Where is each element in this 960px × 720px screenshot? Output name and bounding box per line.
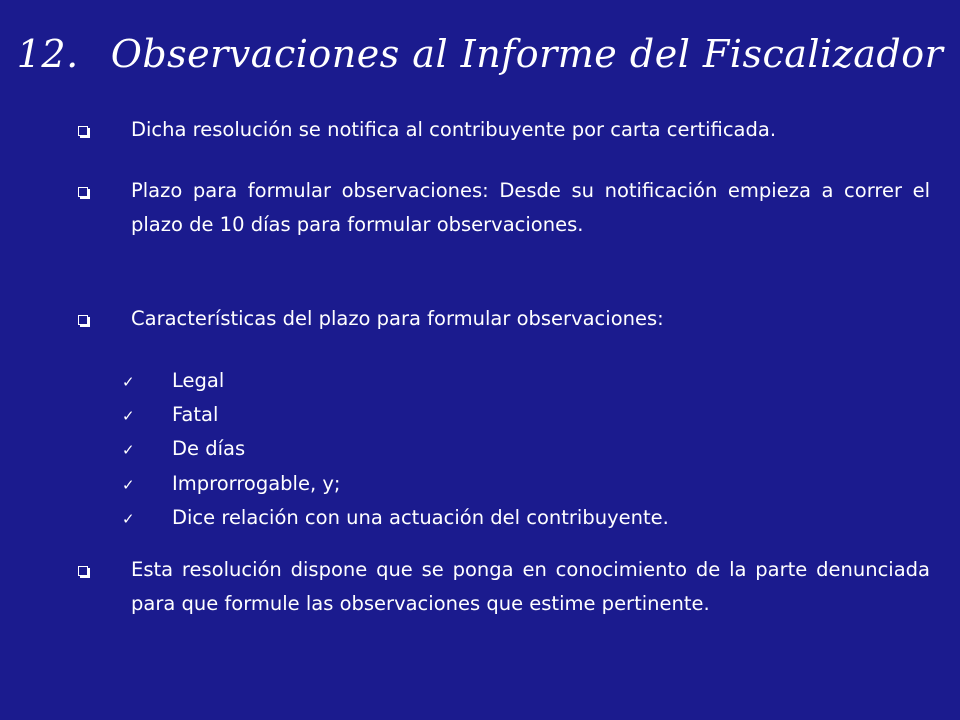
check-item-label: Legal [172, 369, 225, 392]
bullet-item-characteristics [131, 302, 930, 336]
check-item-label: Fatal [172, 403, 219, 426]
square-bullet-icon [78, 126, 88, 136]
bullet-text: Características del plazo para formular observaciones: [131, 307, 664, 330]
bullet-text: Esta resolución dispone que se ponga en conocimiento de la parte denunciada para que formule las observaciones que estime pertinente. [131, 558, 930, 615]
check-icon: ✓ [122, 441, 135, 459]
check-item-label: Improrrogable, y; [172, 472, 341, 495]
bullet-item-deadline [131, 174, 930, 242]
slide-title [0, 32, 960, 76]
bullet-text: Dicha resolución se notifica al contribuyente por carta certificada. [131, 118, 777, 141]
check-icon: ✓ [122, 510, 135, 528]
title-text: Observaciones al Informe del Fiscalizador [110, 32, 944, 76]
check-icon: ✓ [122, 407, 135, 425]
check-item-label: Dice relación con una actuación del contribuyente. [172, 506, 669, 529]
check-item-days [122, 432, 246, 466]
check-item-label: De días [172, 437, 246, 460]
bullet-item-notification [131, 113, 930, 147]
title-number: 12. [16, 32, 79, 76]
bullet-item-resolution [131, 553, 930, 621]
bullet-text: Plazo para formular observaciones: Desde su notificación empieza a correr el plazo de 10 días para formular observaciones. [131, 179, 930, 236]
square-bullet-icon [78, 187, 88, 197]
square-bullet-icon [78, 315, 88, 325]
check-item-fatal [122, 398, 219, 432]
check-item-relation [122, 501, 669, 535]
check-icon: ✓ [122, 373, 135, 391]
square-bullet-icon [78, 566, 88, 576]
check-item-legal [122, 364, 225, 398]
check-item-improrrogable [122, 467, 341, 501]
check-icon: ✓ [122, 476, 135, 494]
